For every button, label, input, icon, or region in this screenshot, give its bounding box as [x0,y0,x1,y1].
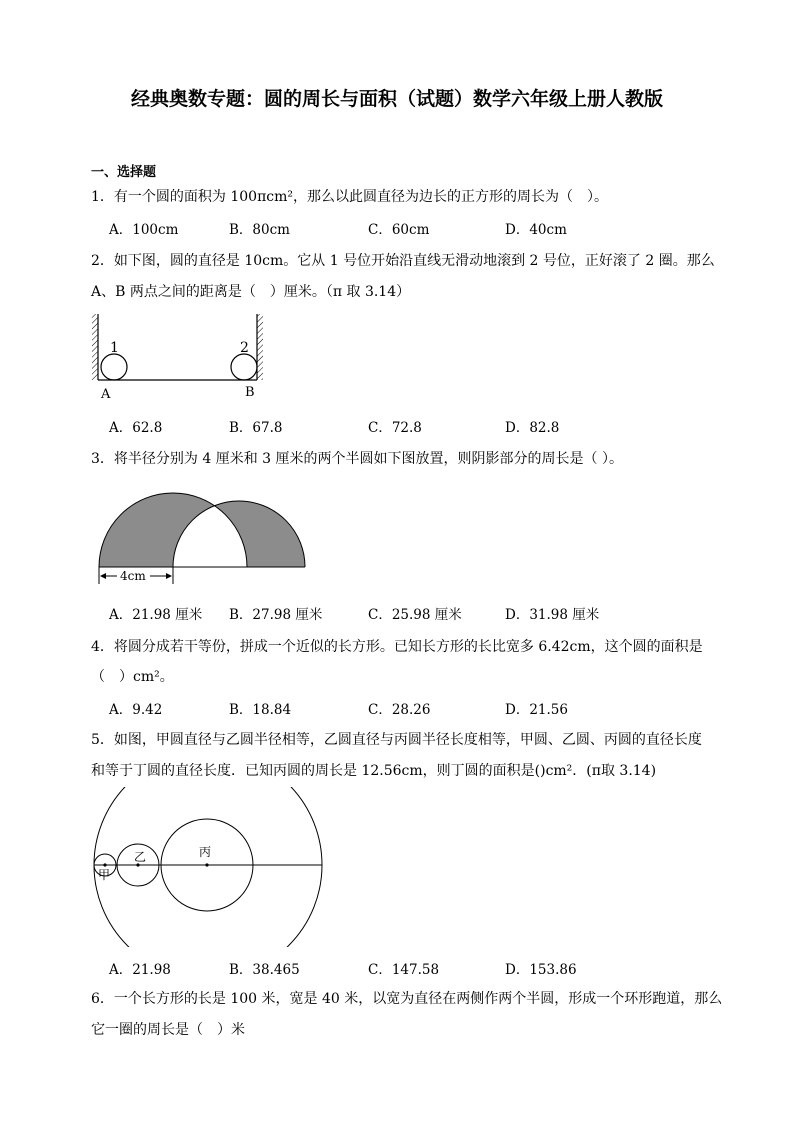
dim-arrow-right [166,573,172,579]
question-4-line-1: 4．将圆分成若干等份，拼成一个近似的长方形。已知长方形的长比宽多 6.42cm，这个圆的面积是 [91,639,703,655]
circle-position-1 [101,354,127,380]
q4-option-c[interactable]: C．28.26 [368,702,431,718]
q3-option-d[interactable]: D．31.98 厘米 [505,607,600,623]
question-6-line-1: 6．一个长方形的长是 100 米，宽是 40 米，以宽为直径在两侧作两个半圆，形成一个环形跑道，那么 [91,991,723,1007]
q2-option-b[interactable]: B．67.8 [229,420,283,436]
question-3-line-1: 3．将半径分别为 4 厘米和 3 厘米的两个半圆如下图放置，则阴影部分的周长是（ ）。 [91,451,623,467]
label-position-2: 2 [240,340,249,356]
label-yi: 乙 [134,850,147,864]
circle-position-2 [231,354,257,380]
question-4-line-2: （ ）cm²。 [91,669,174,685]
q5-option-a[interactable]: A．21.98 [109,962,171,978]
section-heading: 一、选择题 [91,165,157,180]
question-2-line-2: A、B 两点之间的距离是（ ）厘米。（π 取 3.14） [91,284,411,300]
q3-option-a[interactable]: A．21.98 厘米 [109,607,203,623]
question-5-line-1: 5．如图，甲圆直径与乙圆半径相等，乙圆直径与丙圆半径长度相等，甲圆、乙圆、丙圆的直径长度 [91,732,702,748]
circle-ding [94,787,322,947]
label-position-1: 1 [110,340,119,356]
semicircles-figure [90,476,320,588]
label-jia: 甲 [98,868,111,882]
nested-circles-figure [88,787,328,947]
q1-option-b[interactable]: B．80cm [229,222,290,238]
q2-option-a[interactable]: A．62.8 [109,420,163,436]
left-wall-hatch [92,314,98,380]
q1-option-a[interactable]: A．100cm [109,222,179,238]
label-point-a: A [101,387,111,402]
label-point-b: B [245,385,255,400]
q2-option-c[interactable]: C．72.8 [368,420,422,436]
q3-option-b[interactable]: B．27.98 厘米 [229,607,323,623]
q5-option-d[interactable]: D．153.86 [505,962,577,978]
center-jia [103,863,106,866]
q5-option-b[interactable]: B．38.465 [229,962,300,978]
q1-option-d[interactable]: D．40cm [505,222,567,238]
rolling-circle-figure [88,310,268,402]
q4-option-d[interactable]: D．21.56 [505,702,568,718]
dimension-label: 4cm [120,569,146,583]
dim-arrow-left [100,573,106,579]
q4-option-b[interactable]: B．18.84 [229,702,292,718]
q2-option-d[interactable]: D．82.8 [505,420,560,436]
question-6-line-2: 它一圈的周长是（ ）米 [91,1022,245,1038]
question-5-line-2: 和等于丁圆的直径长度．已知丙圆的周长是 12.56cm，则丁圆的面积是()cm²．(π取 3.14) [91,763,657,779]
center-bing [205,863,208,866]
q4-option-a[interactable]: A．9.42 [109,702,163,718]
label-bing: 丙 [199,845,212,859]
question-2-line-1: 2．如下图，圆的直径是 10cm。它从 1 号位开始沿直线无滑动地滚到 2 号位，正好滚了 2 圈。那么 [91,253,715,269]
q1-option-c[interactable]: C．60cm [368,222,430,238]
q5-option-c[interactable]: C．147.58 [368,962,440,978]
q3-option-c[interactable]: C．25.98 厘米 [368,607,462,623]
question-1-line-1: 1．有一个圆的面积为 100πcm²，那么以此圆直径为边长的正方形的周长为（ ）。 [91,189,609,205]
right-wall-hatch [257,314,263,380]
page-title: 经典奥数专题：圆的周长与面积（试题）数学六年级上册人教版 [130,88,663,110]
